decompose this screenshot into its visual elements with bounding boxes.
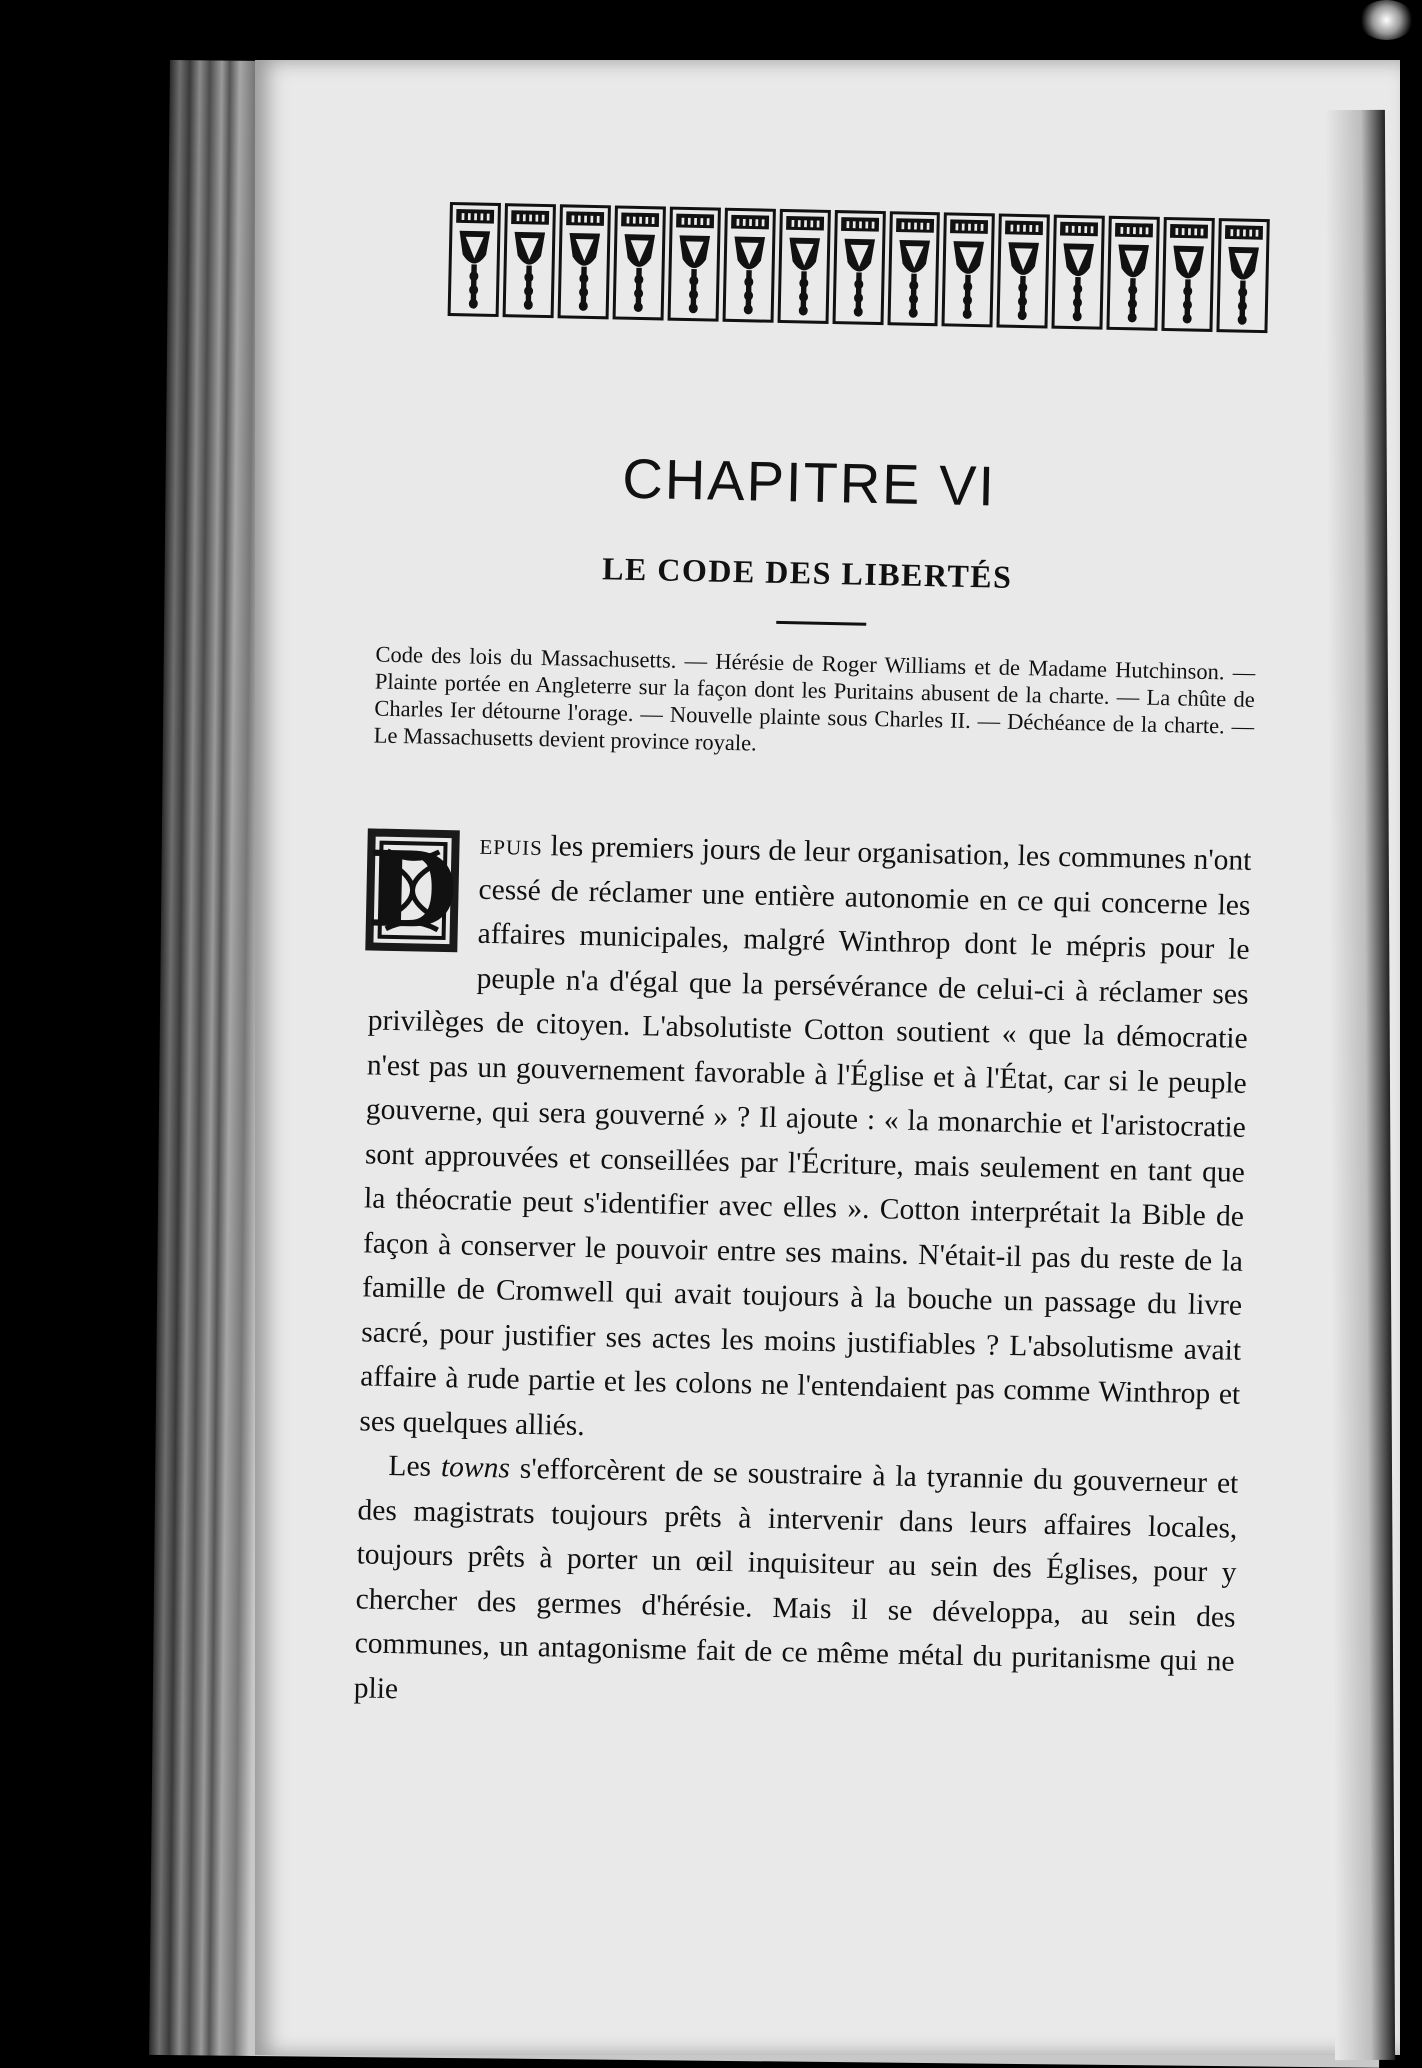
page-content — [317, 200, 1275, 2049]
body-text — [353, 820, 1251, 1728]
goblet-ornament-icon — [832, 210, 885, 325]
chapter-summary: Code des lois du Massachusetts. — Hérésie de Roger Williams et de Madame Hutchinson. — Plainte portée en Angleterre sur la façon dont les Puritains abusent de la charte. — La chûte de Charles Ier détourne l'orage. — Nouvelle plainte sous Charles II. — Déchéance de la charte. — Le Massachusetts devient province royale. — [373, 641, 1256, 756]
dropcap-ornament — [361, 824, 464, 956]
goblet-ornament-icon — [557, 204, 610, 319]
goblet-ornament-icon — [1217, 218, 1270, 333]
goblet-ornament-icon — [448, 202, 501, 317]
goblet-ornament-icon — [667, 207, 720, 322]
goblet-ornament-icon — [722, 208, 775, 323]
corner-mark — [1359, 0, 1414, 40]
section-title: LE CODE DES LIBERTÉS — [601, 550, 1013, 595]
goblet-ornament-icon — [942, 212, 995, 327]
paragraph-1-text: les premiers jours de leur organisation, les communes n'ont cessé de réclamer une entière autonomie en ce qui concerne les affaires municipales, malgré Winthrop dont le mépris pour le peuple n'a d'égal que la persévérance de celui-ci à réclamer ses privilèges de citoyen. L'absolutiste Cotton soutient « que la démocratie n'est pas un gouvernement favorable à l'Église et à l'État, car si le peuple gouverne, qui sera gouverné » ? Il ajoute : « la monarchie et l'aristocratie sont approuvées et conseillées par l'Écriture, mais seulement en tant que la théocratie peut s'identifier avec elles ». Cotton interprétait la Bible de façon à conserver le pouvoir entre ses mains. N'était-il pas du reste de la famille de Cromwell qui avait toujours à la bouche un passage du livre sacré, pour justifier ses actes les moins justifiables ? L'absolutisme avait affaire à rude partie et les colons ne l'entendaient pas comme Winthrop et ses quelques alliés. — [359, 830, 1252, 1442]
paragraph-2-text: s'efforcèrent de se soustraire à la tyrannie du gouverneur et des magistrats toujours prêts à intervenir dans leurs affaires locales, toujours prêts à porter un œil inquisiteur au sein des Églises, pour y chercher des germes d'hérésie. Mais il se développa, au sein des communes, un antagonisme fait de ce même métal du puritanisme qui ne plie — [353, 1452, 1239, 1705]
dropcap-lead-word: epuis — [479, 828, 544, 863]
goblet-ornament-icon — [612, 205, 665, 320]
chapter-title: CHAPITRE VI — [621, 446, 997, 518]
ornamental-frieze — [448, 202, 1270, 337]
page-right-edge — [1325, 110, 1395, 2060]
goblet-ornament-icon — [1107, 216, 1160, 331]
paragraph-2 — [353, 1443, 1238, 1728]
goblet-ornament-icon — [997, 213, 1050, 328]
goblet-ornament-icon — [887, 211, 940, 326]
goblet-ornament-icon — [777, 209, 830, 324]
italic-term: towns — [440, 1451, 511, 1485]
paragraph-1 — [359, 820, 1252, 1461]
paragraph-2-start: Les — [388, 1449, 442, 1484]
dropcap-letter: D — [366, 827, 459, 953]
goblet-ornament-icon — [1162, 217, 1215, 332]
title-divider — [776, 621, 866, 626]
goblet-ornament-icon — [503, 203, 556, 318]
goblet-ornament-icon — [1052, 215, 1105, 330]
